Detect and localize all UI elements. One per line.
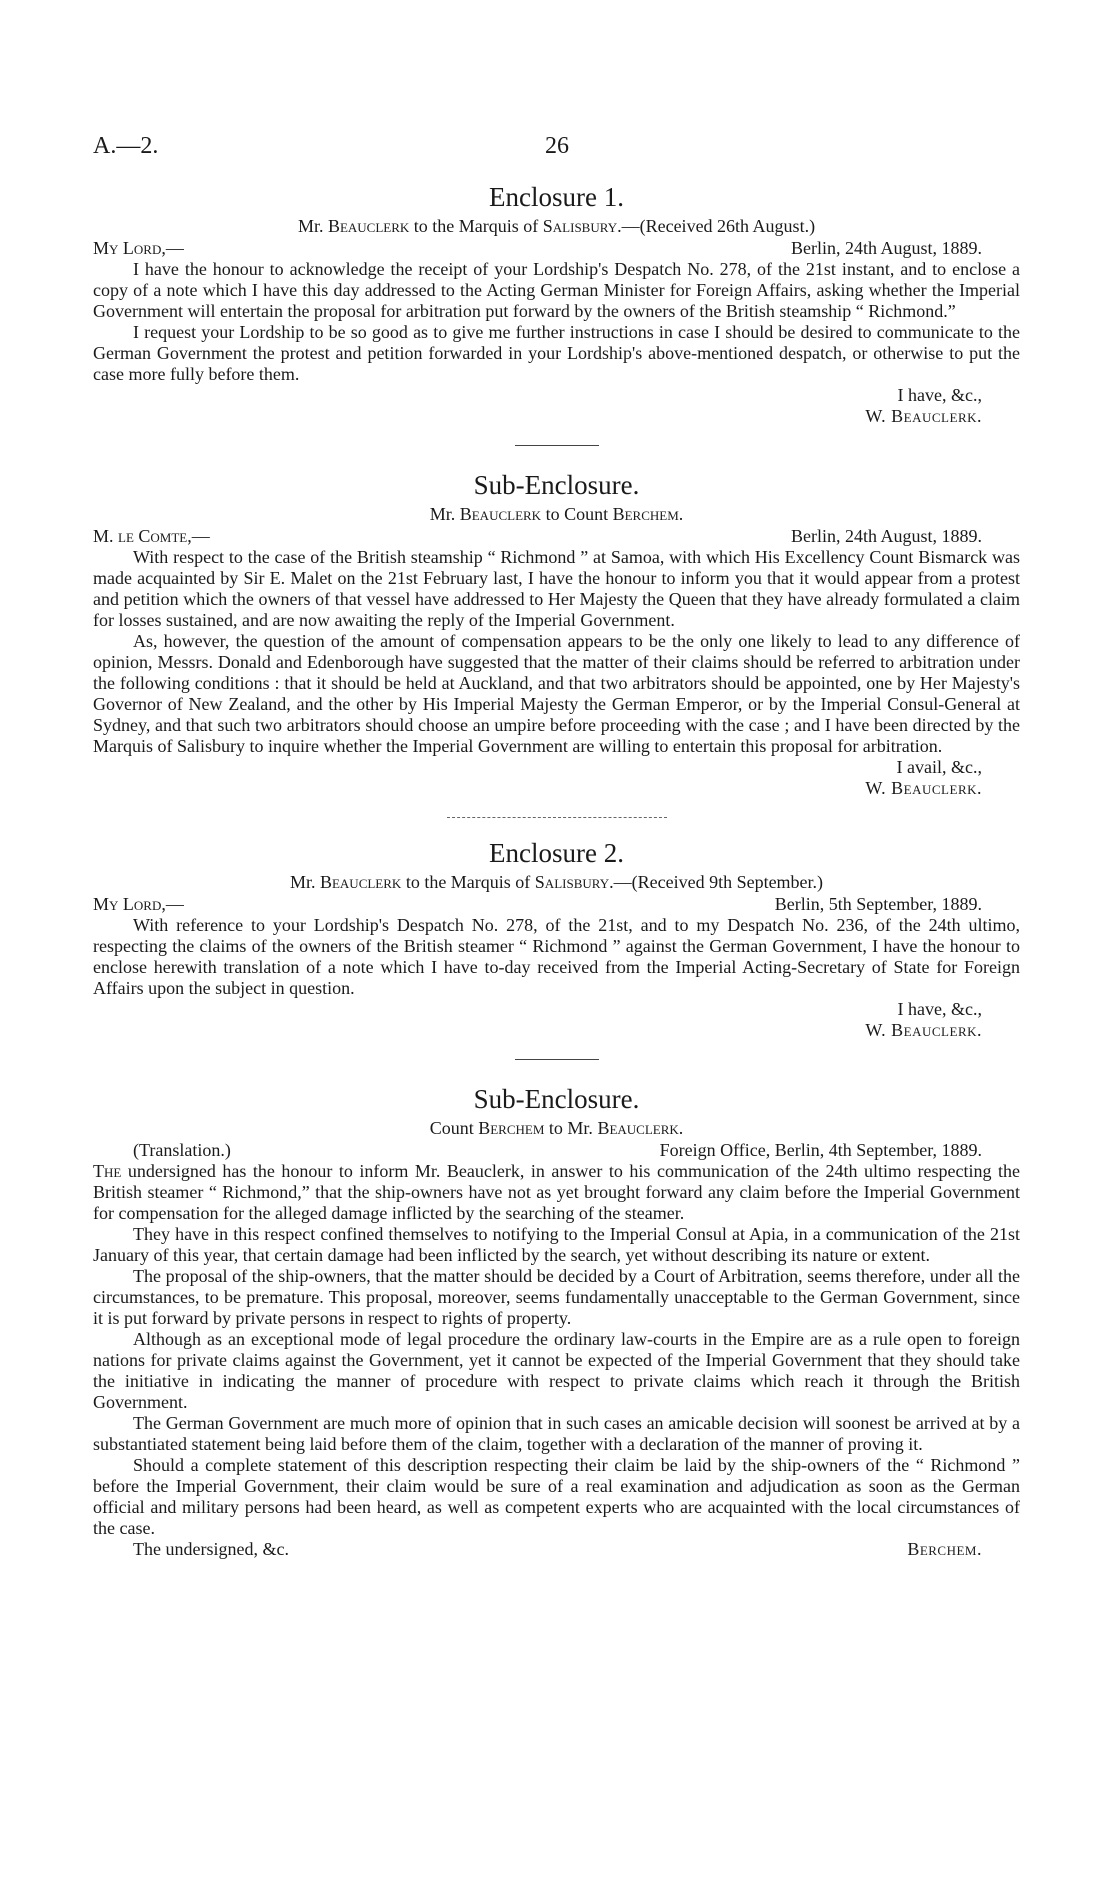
page-reference: A.—2.: [93, 133, 159, 159]
paragraph: Although as an exceptional mode of legal procedure the ordinary law-courts in the Empire are as a rule open to foreign nations for private claims against the Government, yet it cannot be expected of the Imperial Government that they should take the initiative in indicating the manner of procedure with respect to private claims which reach it through the British Government.: [93, 1329, 1020, 1412]
subtitle-part: .: [678, 1118, 684, 1138]
enclosure-1-subtitle: [93, 214, 1020, 238]
subtitle-name: Salisbury: [542, 216, 618, 236]
document-body: [93, 180, 1020, 1560]
dateline: Foreign Office, Berlin, 4th September, 1889.: [659, 1140, 982, 1160]
salutation: My Lord,—: [93, 238, 184, 258]
enclosure-1: [93, 180, 1020, 427]
final-closing-row: [93, 1539, 1020, 1560]
enclosure-2-dateline-row: [93, 894, 1020, 915]
closing: I avail, &c.,: [896, 757, 982, 777]
subtitle-part: .—(Received 26th August.): [617, 216, 816, 236]
closing: The undersigned, &c.: [133, 1539, 289, 1559]
paragraph: Should a complete statement of this description respecting their claim be laid by the ship-owners of the “ Richmond ” before the Imperial Government, their claim would be sure of a real examination and adjudication as soon as the German official and military persons had been heard, as well as competent experts who are acquainted with the local circumstances of the case.: [93, 1455, 1020, 1538]
paragraph: I request your Lordship to be so good as to give me further instructions in case I should be desired to communicate to the German Government the protest and petition forwarded in your Lordship's above-mentioned despatch, or otherwise to put the case more fully before them.: [93, 322, 1020, 384]
paragraph: They have in this respect confined themselves to notifying to the Imperial Consul at Apia, in a communication of the 21st January of this year, that certain damage had been inflicted by the search, yet without describing its nature or extent.: [93, 1224, 1020, 1265]
closing: I have, &c.,: [897, 385, 982, 405]
opening-word: The: [93, 1161, 122, 1181]
dateline: Berlin, 24th August, 1889.: [790, 238, 982, 258]
sub-enclosure-2-dateline-row: [93, 1140, 1020, 1161]
sub-enclosure-1-heading: Sub-Enclosure.: [473, 470, 640, 500]
paragraph: With reference to your Lordship's Despatch No. 278, of the 21st, and to my Despatch No. 236, of the 24th ultimo, respecting the claims of the owners of the British steamer “ Richmond ” against the German Government, I have the honour to enclose herewith translation of a note which I have to-day received from the Imperial Acting-Secretary of State for Foreign Affairs upon the subject in question.: [93, 915, 1020, 998]
closing-block: [93, 757, 1020, 799]
dateline: Berlin, 24th August, 1889.: [790, 526, 982, 546]
paragraph: [93, 1161, 1020, 1224]
subtitle-name: Salisbury: [534, 872, 610, 892]
sub-enclosure-1: [93, 468, 1020, 799]
paragraph: As, however, the question of the amount of compensation appears to be the only one likely to lead to any difference of opinion, Messrs. Donald and Edenborough have suggested that the matter of their claims should be referred to arbitration under the following conditions : that it should be held at Auckland, and that two arbitrators should be appointed, one by Her Majesty's Governor of New Zealand, and the other by His Imperial Majesty the German Emperor, or by the Imperial Consul-General at Sydney, and that such two arbitrators should choose an umpire before proceeding with the case ; and I have been directed by the Marquis of Salisbury to inquire whether the Imperial Government are willing to entertain this proposal for arbitration.: [93, 631, 1020, 756]
subtitle-name: Berchem: [612, 504, 679, 524]
closing-block: [93, 385, 1020, 427]
subtitle-name: Berchem: [478, 1118, 545, 1138]
paragraph: With respect to the case of the British steamship “ Richmond ” at Samoa, with which His Excellency Count Bismarck was made acquainted by Sir E. Malet on the 21st February last, I have the honour to inform you that it would appear from a protest and petition which the owners of that vessel have addressed to Her Majesty the Queen that they have already formulated a claim for losses sustained, and are now awaiting the reply of the Imperial Government.: [93, 547, 1020, 630]
enclosure-2: [93, 836, 1020, 1041]
subtitle-part: .: [678, 504, 684, 524]
subtitle-name: Beauclerk: [597, 1118, 679, 1138]
sub-enclosure-1-dateline-row: [93, 526, 1020, 547]
subtitle-part: to Mr.: [544, 1118, 598, 1138]
subtitle-part: to the Marquis of: [401, 872, 535, 892]
signature: Berchem.: [907, 1539, 982, 1559]
enclosure-1-dateline-row: [93, 238, 1020, 259]
paragraph: The proposal of the ship-owners, that the matter should be decided by a Court of Arbitration, seems therefore, under all the circumstances, to be premature. This proposal, moreover, seems fundamentally unacceptable to the German Government, since it is put forward by private persons in respect to rights of property.: [93, 1266, 1020, 1328]
signature: W. Beauclerk.: [865, 406, 982, 426]
section-divider: [515, 445, 599, 446]
dateline: Berlin, 5th September, 1889.: [774, 894, 982, 914]
paragraph-text: undersigned has the honour to inform Mr. Beauclerk, in answer to his communication of the 24th ultimo respecting the British steamer “ Richmond,” that the ship-owners have not as yet brought forward any claim before the Imperial Government for compensation for the alleged damage inflicted by the searching of the steamer.: [93, 1161, 1020, 1223]
subtitle-name: Beauclerk: [459, 504, 542, 524]
sub-enclosure-2-heading: Sub-Enclosure.: [473, 1084, 640, 1114]
subtitle-part: to the Marquis of: [409, 216, 543, 236]
closing: I have, &c.,: [897, 999, 982, 1019]
section-divider: [515, 1059, 599, 1060]
subtitle-part: Mr.: [297, 216, 328, 236]
paragraph: The German Government are much more of opinion that in such cases an amicable decision will soonest be arrived at by a substantiated statement being laid before them of the claim, together with a declaration of the manner of proving it.: [93, 1413, 1020, 1454]
paragraph: I have the honour to acknowledge the receipt of your Lordship's Despatch No. 278, of the 21st instant, and to enclose a copy of a note which I have this day addressed to the Acting German Minister for Foreign Affairs, asking whether the Imperial Government will entertain the proposal for arbitration put forward by the owners of the British steamship “ Richmond.”: [93, 259, 1020, 321]
salutation: M. le Comte,—: [93, 526, 210, 546]
subtitle-part: Mr.: [429, 504, 460, 524]
page-number: 26: [545, 133, 569, 159]
enclosure-2-subtitle: [93, 870, 1020, 894]
subtitle-part: to Count: [541, 504, 613, 524]
subtitle-part: .—(Received 9th September.): [609, 872, 824, 892]
subtitle-name: Beauclerk: [327, 216, 410, 236]
subtitle-name: Beauclerk: [319, 872, 402, 892]
sub-enclosure-1-subtitle: [93, 502, 1020, 526]
subtitle-part: Count: [429, 1118, 479, 1138]
signature: W. Beauclerk.: [865, 778, 982, 798]
enclosure-2-heading: Enclosure 2.: [489, 838, 624, 868]
section-divider-long: [447, 817, 667, 818]
salutation: My Lord,—: [93, 894, 184, 914]
translation-note: (Translation.): [133, 1140, 231, 1160]
closing-block: [93, 999, 1020, 1041]
sub-enclosure-2-subtitle: [93, 1116, 1020, 1140]
signature: W. Beauclerk.: [865, 1020, 982, 1040]
enclosure-1-heading: Enclosure 1.: [489, 182, 624, 212]
subtitle-part: Mr.: [289, 872, 320, 892]
sub-enclosure-2: [93, 1082, 1020, 1560]
